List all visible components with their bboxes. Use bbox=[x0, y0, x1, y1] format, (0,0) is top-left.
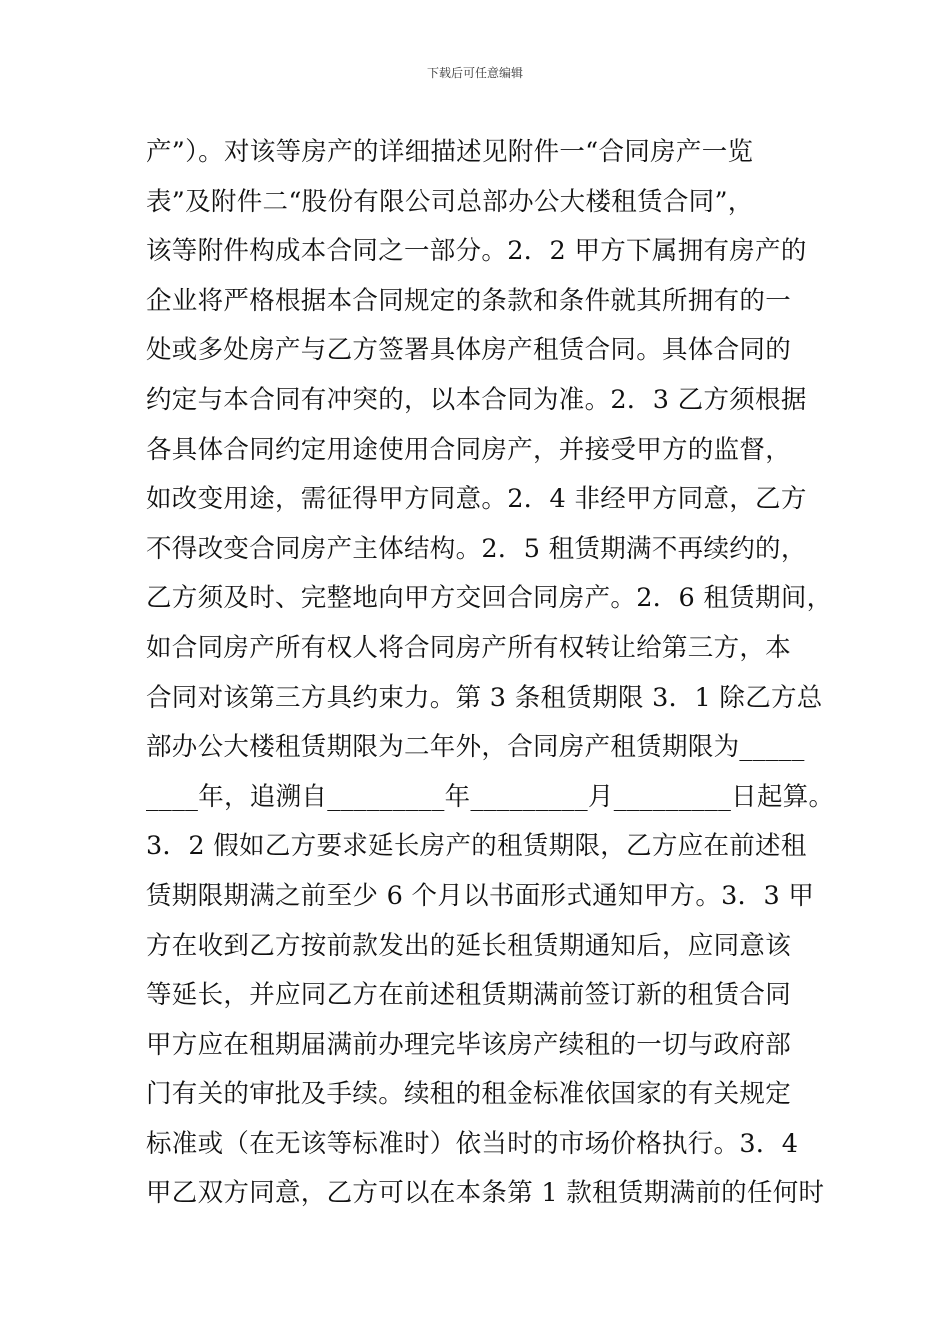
body-line: 门有关的审批及手续。续租的租金标准依国家的有关规定 bbox=[146, 1079, 792, 1110]
body-line: 标准或（在无该等标准时）依当时的市场价格执行。3．4 bbox=[146, 1128, 799, 1159]
body-line: 企业将严格根据本合同规定的条款和条件就其所拥有的一 bbox=[146, 285, 792, 316]
body-line: 乙方须及时、完整地向甲方交回合同房产。2．6 租赁期间， bbox=[146, 583, 833, 614]
body-line: 等延长，并应同乙方在前述租赁期满前签订新的租赁合同 bbox=[146, 980, 792, 1011]
body-line: 该等附件构成本合同之一部分。2．2 甲方下属拥有房产的 bbox=[146, 236, 807, 267]
body-line: 甲方应在租期届满前办理完毕该房产续租的一切与政府部 bbox=[146, 1029, 792, 1060]
body-line: 不得改变合同房产主体结构。2．5 租赁期满不再续约的， bbox=[146, 533, 807, 564]
body-line: 产”）。对该等房产的详细描述见附件一“合同房产一览 bbox=[146, 137, 754, 167]
body-line: 3．2 假如乙方要求延长房产的租赁期限，乙方应在前述租 bbox=[146, 831, 807, 862]
page-header: 下载后可任意编辑 bbox=[426, 66, 523, 80]
body-line: 合同对该第三方具约束力。第 3 条租赁期限 3．1 除乙方总 bbox=[146, 682, 823, 713]
body-line: 约定与本合同有冲突的，以本合同为准。2．3 乙方须根据 bbox=[146, 384, 807, 415]
body-line: 各具体合同约定用途使用合同房产，并接受甲方的监督， bbox=[146, 434, 792, 465]
body-line: 表”及附件二“股份有限公司总部办公大楼租赁合同”， bbox=[146, 186, 754, 217]
body-line: 处或多处房产与乙方签署具体房产租赁合同。具体合同的 bbox=[146, 335, 792, 366]
body-line: 赁期限期满之前至少 6 个月以书面形式通知甲方。3．3 甲 bbox=[146, 880, 815, 911]
body-line: 如合同房产所有权人将合同房产所有权转让给第三方，本 bbox=[146, 632, 792, 663]
document-body bbox=[146, 128, 835, 1219]
body-line: 方在收到乙方按前款发出的延长租赁期通知后，应同意该 bbox=[146, 930, 792, 961]
body-line: ____年，追溯自_________年_________月_________日起算。 bbox=[146, 781, 835, 812]
body-line: 部办公大楼租赁期限为二年外，合同房产租赁期限为_____ bbox=[146, 732, 805, 763]
body-line: 如改变用途，需征得甲方同意。2．4 非经甲方同意，乙方 bbox=[146, 484, 807, 515]
body-line: 甲乙双方同意，乙方可以在本条第 1 款租赁期满前的任何时 bbox=[146, 1178, 825, 1209]
